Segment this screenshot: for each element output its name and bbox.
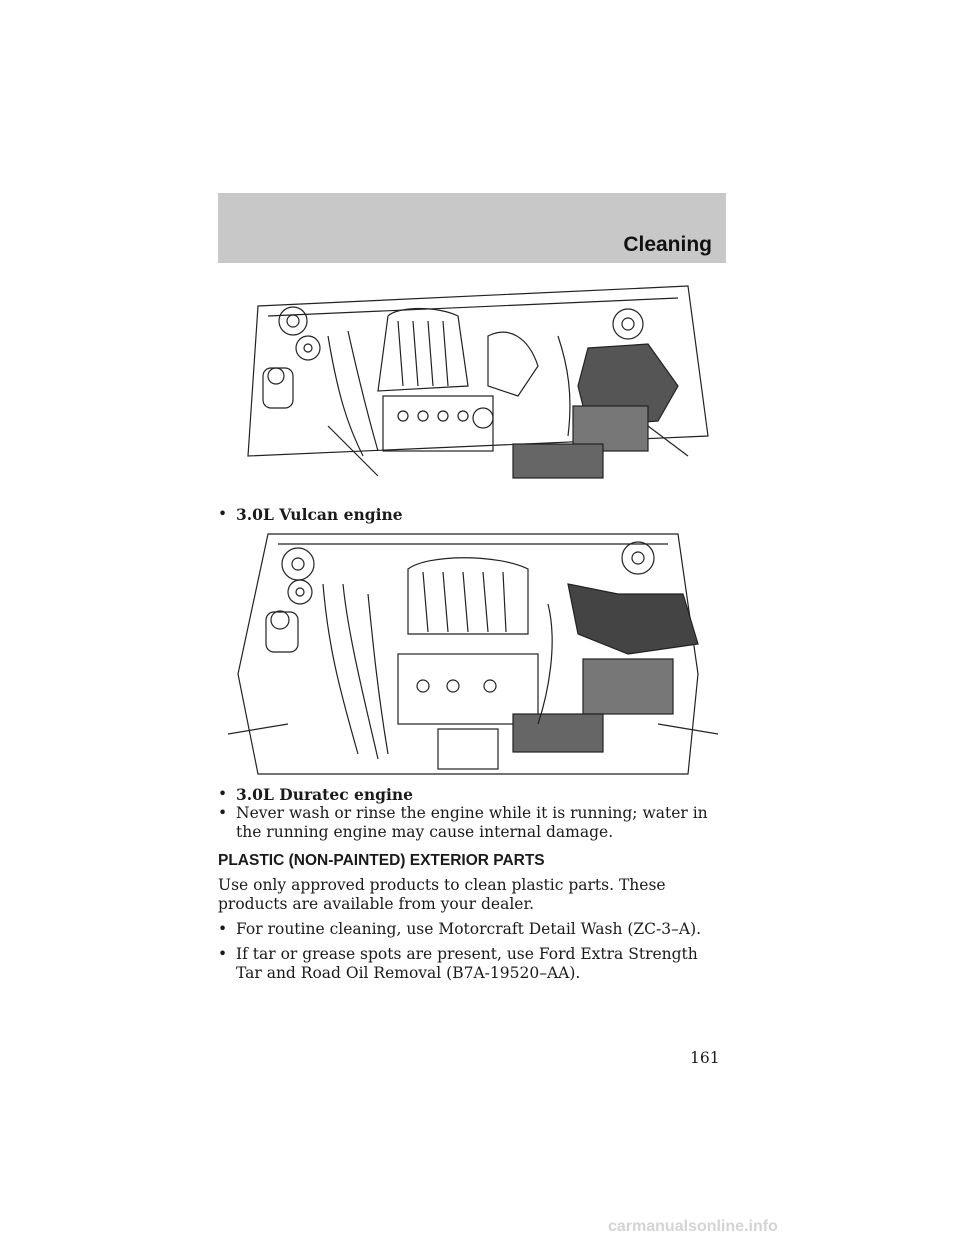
duratec-engine-illustration [228, 524, 718, 780]
page-title: Cleaning [623, 233, 712, 256]
bullet-marker: • [218, 920, 228, 938]
header-band [218, 193, 726, 263]
bullet-marker: • [218, 804, 228, 822]
list-item [218, 785, 728, 804]
section-heading: PLASTIC (NON-PAINTED) EXTERIOR PARTS [218, 852, 545, 869]
page-number: 161 [690, 1049, 720, 1067]
watermark: carmanualsonline.info [608, 1218, 778, 1235]
list-item [218, 804, 728, 842]
bullet-marker: • [218, 945, 228, 963]
bullet-marker: • [218, 505, 228, 523]
list-item [218, 920, 728, 939]
vulcan-engine-caption: 3.0L Vulcan engine [236, 505, 403, 524]
plastic-parts-section [218, 851, 728, 983]
list-item [218, 945, 728, 983]
routine-cleaning-tip: For routine cleaning, use Motorcraft Detail Wash (ZC-3–A). [236, 920, 702, 938]
vulcan-engine-illustration [228, 276, 718, 490]
engine-wash-warning: Never wash or rinse the engine while it is running; water in the running engine may cause internal damage. [236, 804, 708, 841]
vulcan-caption-block [218, 505, 728, 524]
bullet-marker: • [218, 785, 228, 803]
duratec-caption-block [218, 785, 728, 842]
duratec-engine-caption: 3.0L Duratec engine [236, 785, 414, 804]
section-intro: Use only approved products to clean plastic parts. These products are available from your dealer. [218, 876, 666, 913]
tar-removal-tip: If tar or grease spots are present, use Ford Extra Strength Tar and Road Oil Removal (B7A-19520–AA). [236, 945, 698, 982]
list-item [218, 505, 728, 524]
